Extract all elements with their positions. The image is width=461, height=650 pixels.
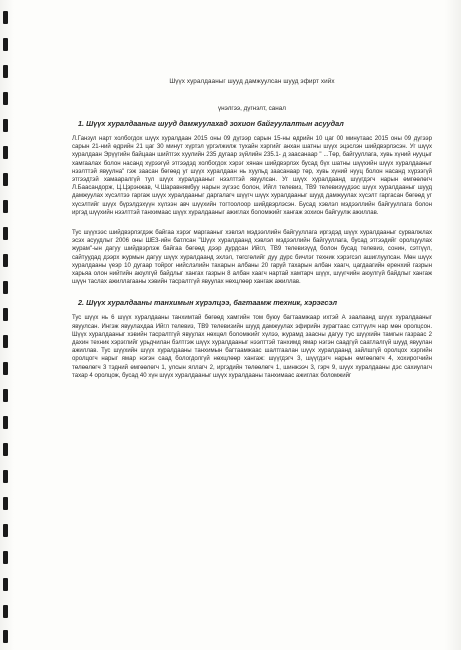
binder-hole (3, 497, 8, 510)
binder-hole (3, 227, 8, 240)
document-title: Шүүх хуралдааныг шууд дамжуулсан шууд эфирт хийх (169, 78, 335, 85)
binder-hole (3, 38, 8, 51)
binder-hole (3, 146, 8, 159)
binder-hole (3, 92, 8, 105)
binder-hole (3, 362, 8, 375)
binder-hole (3, 173, 8, 186)
document-body (72, 78, 432, 380)
section-2-paragraph-1: Тус шүүх нь 6 шүүх хуралдааны танхимтай бөгөөд хамгийн том буюу багтаамжаар ихтэй А заалаанд шүүх хуралдааныг явуулсан. Ингэж явуулахдаа Ийгл телевиз, ТВ9 телевизийн шууд дамжуулах эфирийн зурагтаас сэтгүүлч нар мөн оролцсон. Шүүх хуралдааныг хэвийн тасралтгүй явуулах нөхцөл боломжийг хүлээ, журамд заасны дагуу тус шүүхийн тамгын газраас 2 дахин техник хэрэглийг урьдчилан бэлтгэж шүүх хуралдааныг нээлттэй танхимд ямар нэгэн саадгүй саатлалгүй шууд явуулан ажиллав. Тус шүүхийн шүүх хуралдааны танхимын багтаамжаас шалтгаалан шүүх хуралдаанд зайлшгүй оролцох хэргийн оролцогч нарыг ямар нэгэн саад бологдолгүй нөхцлөөр хангаж: шүүгдэгч 3, шүүгдэгч нарын өмгөөлөгч 4, хохирогчийн төлөөлөгч 3 тэдний өмгөөлөгч 1, улсын яллагч 2, иргэдийн төлөөлөгч 1, шинжээч 3, гэрч 9, шүүх хуралдааны дэс сахиулагч тахар 4 оролцож, бусад 40 хүн шүүх хуралдааныг шүүх хуралдааны танхимаас ажиглах боломжийг (72, 315, 432, 379)
binder-hole (3, 524, 8, 537)
binder-hole (3, 254, 8, 267)
binder-hole (3, 578, 8, 591)
section-1-paragraph-1: Л.Ганзул нарт холбогдох шүүх хуралдаан 2015 оны 09 дүгээр сарын 15-ны өдрийн 10 цаг 00 минутаас 2015 оны 09 дүгээр сарын 21-ний өдрийн 21 цаг 30 минут хүртэл үргэлжилж тухайн хэргийг анхан шатны шүүх эцэслэн шийдвэрлэсэн. Уг шүүх хуралдаан Эрүүгийн байцаан шийтгэх хуулийн 235 дугаар зүйлийн 235.1- д заасанаар " ...Төр, байгууллага, хувь хүний нууцыг хамгаалах болон насанд хүрээгүй этгээдэд холбогдох хэрэг хянан шийдвэрлэх бусад бүх шатны шүүхийн шүүх хуралдааныг нээлттэй явуулна" гэж заасан бөгөөд уг шүүх хуралдаан нь хуульд заасанаар төр, хувь хүний нууц болон насанд хүрээгүй этгээдтэй хамааралгүй тул шүүх хуралдааныг нээлттэй явуулсан. Уг шүүх хуралдаанд шүүгдэгч нарын өмгөөлөгч Л.Баасандорж, Ц.Цэрэнжав, Ч.Шаравнямбуу нарын зүгээс болон, Ийгл телевиз, ТВ9 телевизүүдээс шүүх хуралдааныг шууд дамжуулах хүсэлтээ гаргаж шүүх хуралдааныг даргалагч шүүгч шүүх хуралдааныг шууд дамжуулах хүсэлт гаргасан бөгөөд уг хүсэлтийг шүүх бүрэлдэхүүн хүлээн авч шүүхийн тогтоолоор шийдвэрлэсэн. Бусад хэвлэл мэдээллийн байгууллага болон иргэд шүүхийн нээлттэй танхимаас шүүх хуралдааныг ажиглах боломжийг хангаж зохион байгуулж ажиллав. (72, 136, 432, 216)
binder-hole (3, 416, 8, 429)
binder-hole (3, 630, 8, 643)
binder-hole (3, 308, 8, 321)
binder-hole (3, 443, 8, 456)
section-heading-1: 1. Шүүх хуралдааныг шууд дамжуулахад зохион байгуулалтын асуудал (78, 119, 344, 128)
binder-hole (3, 551, 8, 564)
binder-hole (3, 200, 8, 213)
binder-holes (0, 0, 14, 650)
binder-hole (3, 605, 8, 618)
document-subtitle: үнэлгээ, дүгнэлт, санал (218, 105, 286, 112)
binder-hole (3, 119, 8, 132)
binder-hole (3, 335, 8, 348)
binder-hole (3, 470, 8, 483)
section-1-paragraph-2: Тус шүүхээс шийдвэрлэгдэж байгаа хэрэг маргааныг хэвлэл мэдээллийн байгууллага иргэдэд шүүх хуралдааныг сурвалжлах эсэх асуудлыг 2006 оны ШЕЗ-ийн батлсан "Шүүх хуралдаанд хэвлэл мэдээллийн байгууллага, бусад этгээдийг оролцуулах журам"-ын дагуу шийдвэрлэж байгаа бөгөөд дээр дурдсан Ийгл, ТВ9 телевизүүд болон бусад телевиз, сонин, сэтгүүл, сайтуудад дээрх журмын дагуу шүүх хуралдаанд эхлэл, төгсгөлийг дуу дүрс бичлэг техник хэрэгсэл ашиглуулсан. Мөн шүүх хуралдааны үеэр 10 дугаар тойрог нийслэлийн тахарын албаны 20 гаруй тахарын албан хаагч, цагдаагийн еренхий газрын харьяа олон нийтийн аюулгүй байдлыг хангах газрын 8 албан хаагч нартай хамтарч шүүх, шүүгчийн аюулгүй байдлыг хангаж шүүн таслах ажиллагааны хэвийн тасралтгүй явуулах нөхцлөөр хангаж ажиллав. (72, 230, 432, 286)
binder-hole (3, 65, 8, 78)
binder-hole (3, 281, 8, 294)
binder-hole (3, 389, 8, 402)
section-heading-2: 2. Шүүх хуралдааны танхимын хүрэлцээ, багтаамж техник, хэрэгсэл (78, 298, 338, 308)
binder-hole (3, 11, 8, 24)
